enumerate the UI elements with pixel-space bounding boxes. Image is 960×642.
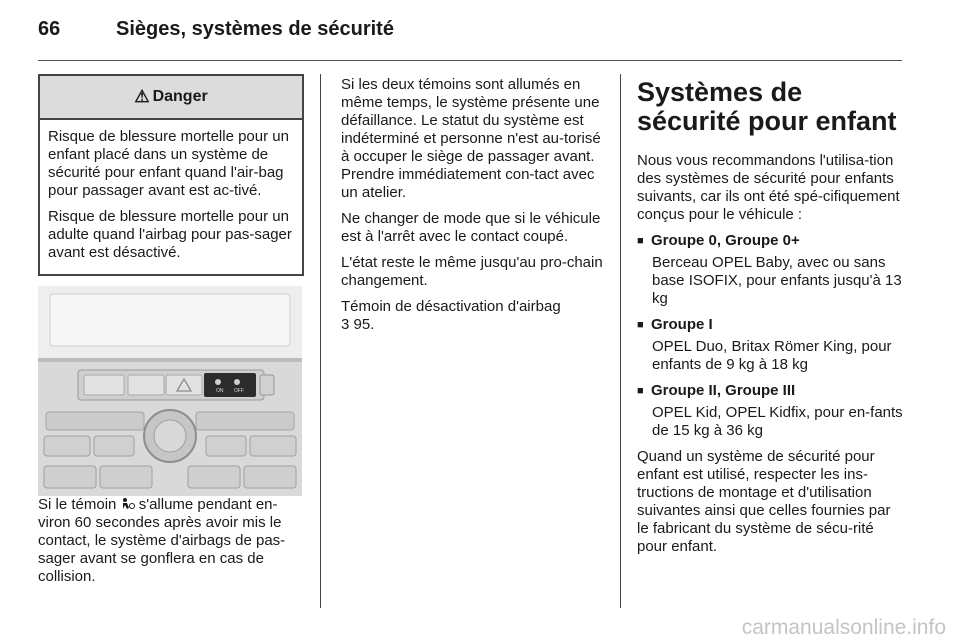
cross-reference-arrow: 3 bbox=[341, 316, 350, 333]
page-title: Sièges, systèmes de sécurité bbox=[116, 18, 394, 40]
list-item bbox=[637, 232, 903, 250]
airbag-indicator-photo bbox=[38, 286, 302, 496]
dashboard-photo-graphic bbox=[38, 286, 302, 496]
list-item bbox=[637, 316, 903, 334]
photo-on-label: ON bbox=[216, 388, 224, 394]
bullet-square-icon: ■ bbox=[637, 385, 644, 397]
group-name: Groupe 0, Groupe 0+ bbox=[651, 232, 800, 249]
list-item bbox=[637, 382, 903, 400]
body-paragraph: L'état reste le même jusqu'au pro-chain changement. bbox=[341, 254, 603, 289]
group-description: Berceau OPEL Baby, avec ou sans base ISOFIX, pour enfants jusqu'à 13 kg bbox=[652, 254, 902, 307]
photo-off-label: OFF bbox=[234, 388, 244, 394]
warning-triangle-icon: ⚠ bbox=[134, 87, 150, 106]
bullet-square-icon: ■ bbox=[637, 319, 644, 331]
group-description: OPEL Duo, Britax Römer King, pour enfants de 9 kg à 18 kg bbox=[652, 338, 892, 373]
column-middle bbox=[341, 76, 605, 342]
column-divider bbox=[620, 74, 621, 608]
outro-paragraph: Quand un système de sécurité pour enfant est utilisé, respecter les ins-tructions de montage et d'utilisation suivantes ainsi que celles fournies par le fabricant du système de sécu-rité pour enfant. bbox=[637, 448, 891, 555]
intro-paragraph: Nous vous recommandons l'utilisa-tion des systèmes de sécurité pour enfants suivants, car ils ont été spé-cifiquement conçus pour le véhicule : bbox=[637, 152, 900, 223]
danger-body bbox=[40, 120, 302, 274]
column-right bbox=[637, 78, 903, 564]
section-title: Systèmes de sécurité pour enfant bbox=[637, 77, 897, 136]
page-number: 66 bbox=[38, 18, 61, 40]
airbag-off-icon bbox=[121, 497, 135, 511]
body-paragraph: Ne changer de mode que si le véhicule est à l'arrêt avec le contact coupé. bbox=[341, 210, 601, 245]
watermark: carmanualsonline.info bbox=[741, 616, 946, 639]
bullet-square-icon: ■ bbox=[637, 235, 644, 247]
column-left bbox=[38, 74, 304, 594]
danger-paragraph: Risque de blessure mortelle pour un enfant placé dans un système de sécurité pour enfant quand l'air-bag pour passager avant est ac-tivé. bbox=[48, 128, 289, 199]
group-name: Groupe II, Groupe III bbox=[651, 382, 796, 399]
cross-reference-page[interactable]: 95. bbox=[353, 316, 375, 333]
danger-header bbox=[40, 76, 302, 120]
body-paragraph: Si les deux témoins sont allumés en même temps, le système présente une défaillance. Le statut du système est indéterminé et personne n'est au-torisé à occuper le siège de passager avant. Prendre immédiatement con-tact avec un atelier. bbox=[341, 76, 601, 201]
group-name: Groupe I bbox=[651, 316, 713, 333]
header-rule bbox=[38, 60, 902, 61]
body-paragraph bbox=[341, 298, 605, 334]
page-header bbox=[38, 18, 394, 41]
danger-paragraph: Risque de blessure mortelle pour un adulte quand l'airbag pour pas-sager avant est désactivé. bbox=[48, 208, 292, 261]
danger-title: Danger bbox=[152, 88, 208, 105]
group-description: OPEL Kid, OPEL Kidfix, pour en-fants de 15 kg à 36 kg bbox=[652, 404, 903, 439]
danger-box bbox=[38, 74, 304, 276]
column-divider bbox=[320, 74, 321, 608]
reference-text: Témoin de désactivation d'airbag bbox=[341, 298, 561, 315]
caption-text-after: s'allume pendant en-viron 60 secondes après avoir mis le contact, le système d'airbags de pas-sager avant se gonflera en cas de collision. bbox=[38, 496, 286, 585]
caption-text-before: Si le témoin bbox=[38, 496, 117, 513]
caption-paragraph bbox=[38, 496, 304, 586]
